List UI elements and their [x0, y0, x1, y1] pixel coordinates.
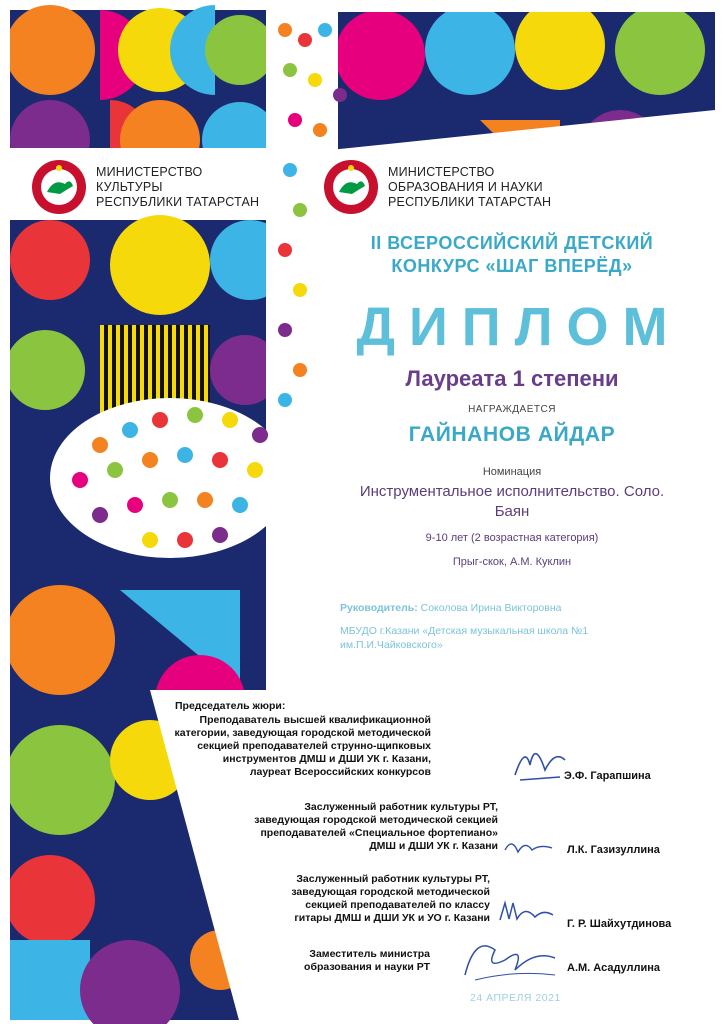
nomination-line1: Инструментальное исполнительство. Соло. [359, 483, 665, 500]
signatory-1-position [174, 714, 431, 779]
awarded-label: НАГРАЖДАЕТСЯ [468, 404, 556, 415]
ministry-culture-logo [30, 158, 259, 216]
signatory-3-name: Г. Р. Шайхутдинова [567, 918, 672, 930]
position-line: заведующая городской методической секцией [254, 814, 498, 826]
signature-4-icon [455, 930, 565, 990]
age-category: 9-10 лет (2 возрастная категория) [425, 532, 599, 544]
position-line: Преподаватель высшей квалификационной [199, 714, 431, 726]
school-name [340, 624, 670, 652]
logo-line: КУЛЬТУРЫ [96, 179, 163, 194]
logo-line: РЕСПУБЛИКИ ТАТАРСТАН [388, 194, 552, 209]
logo-line: МИНИСТЕРСТВО [388, 164, 495, 179]
leader-name: Соколова Ирина Викторовна [420, 602, 562, 614]
school-line2: им.П.И.Чайковского» [340, 639, 443, 651]
signature-2-icon [500, 832, 560, 862]
position-line: ДМШ и ДШИ УК г. Казани [369, 840, 498, 852]
school-line1: МБУДО г.Казани «Детская музыкальная школа №1 [340, 625, 589, 637]
position-line: инструментов ДМШ и ДШИ УК г. Казани, [222, 753, 431, 765]
signatory-4-position [304, 948, 430, 974]
position-line: заведующая городской методической [291, 886, 490, 898]
tatarstan-emblem-icon [30, 158, 88, 216]
position-line: секцией преподавателей по классу [305, 899, 490, 911]
signatory-3-position [291, 873, 490, 925]
position-line: Заслуженный работник культуры РТ, [296, 873, 490, 885]
diploma-title: ДИПЛОМ [356, 297, 682, 357]
contest-title-line1: II ВСЕРОССИЙСКИЙ ДЕТСКИЙ [370, 233, 654, 253]
position-line: категории, заведующая городской методической [174, 727, 431, 739]
contest-title [320, 232, 704, 278]
recipient-name: ГАЙНАНОВ АЙДАР [408, 423, 616, 446]
position-line: Заслуженный работник культуры РТ, [304, 801, 498, 813]
nomination-text [320, 482, 704, 522]
signature-3-icon [495, 895, 560, 930]
signatory-2-name: Л.К. Газизуллина [567, 844, 660, 856]
position-line: лауреат Всероссийских конкурсов [249, 766, 431, 778]
nomination-line2: Баян [494, 503, 530, 520]
position-line: образования и науки РТ [304, 961, 430, 973]
ministry-education-logo [322, 158, 551, 216]
position-line: гитары ДМШ и ДШИ УК и УО г. Казани [294, 912, 490, 924]
tatarstan-emblem-icon [322, 158, 380, 216]
performed-piece: Прыг-скок, А.М. Куклин [452, 556, 572, 568]
nomination-label: Номинация [482, 466, 542, 478]
contest-title-line2: КОНКУРС «ШАГ ВПЕРЁД» [391, 256, 633, 276]
leader-label: Руководитель: [340, 602, 418, 614]
position-line: Заместитель министра [309, 948, 430, 960]
signatory-2-position [254, 801, 498, 853]
logo-line: РЕСПУБЛИКИ ТАТАРСТАН [96, 194, 260, 209]
signatory-1-name: Э.Ф. Гарапшина [564, 770, 651, 782]
degree-title: Лауреата 1 степени [405, 366, 619, 391]
signatory-4-name: А.М. Асадуллина [567, 962, 661, 974]
position-line: преподавателей «Специальное фортепиано» [260, 827, 498, 839]
logo-line: ОБРАЗОВАНИЯ И НАУКИ [388, 179, 543, 194]
leader-line [340, 602, 561, 614]
logo-line: МИНИСТЕРСТВО [96, 164, 203, 179]
jury-head-label: Председатель жюри: [175, 700, 286, 712]
award-date: 24 АПРЕЛЯ 2021 [470, 992, 561, 1004]
position-line: секцией преподавателей струнно-щипковых [197, 740, 431, 752]
